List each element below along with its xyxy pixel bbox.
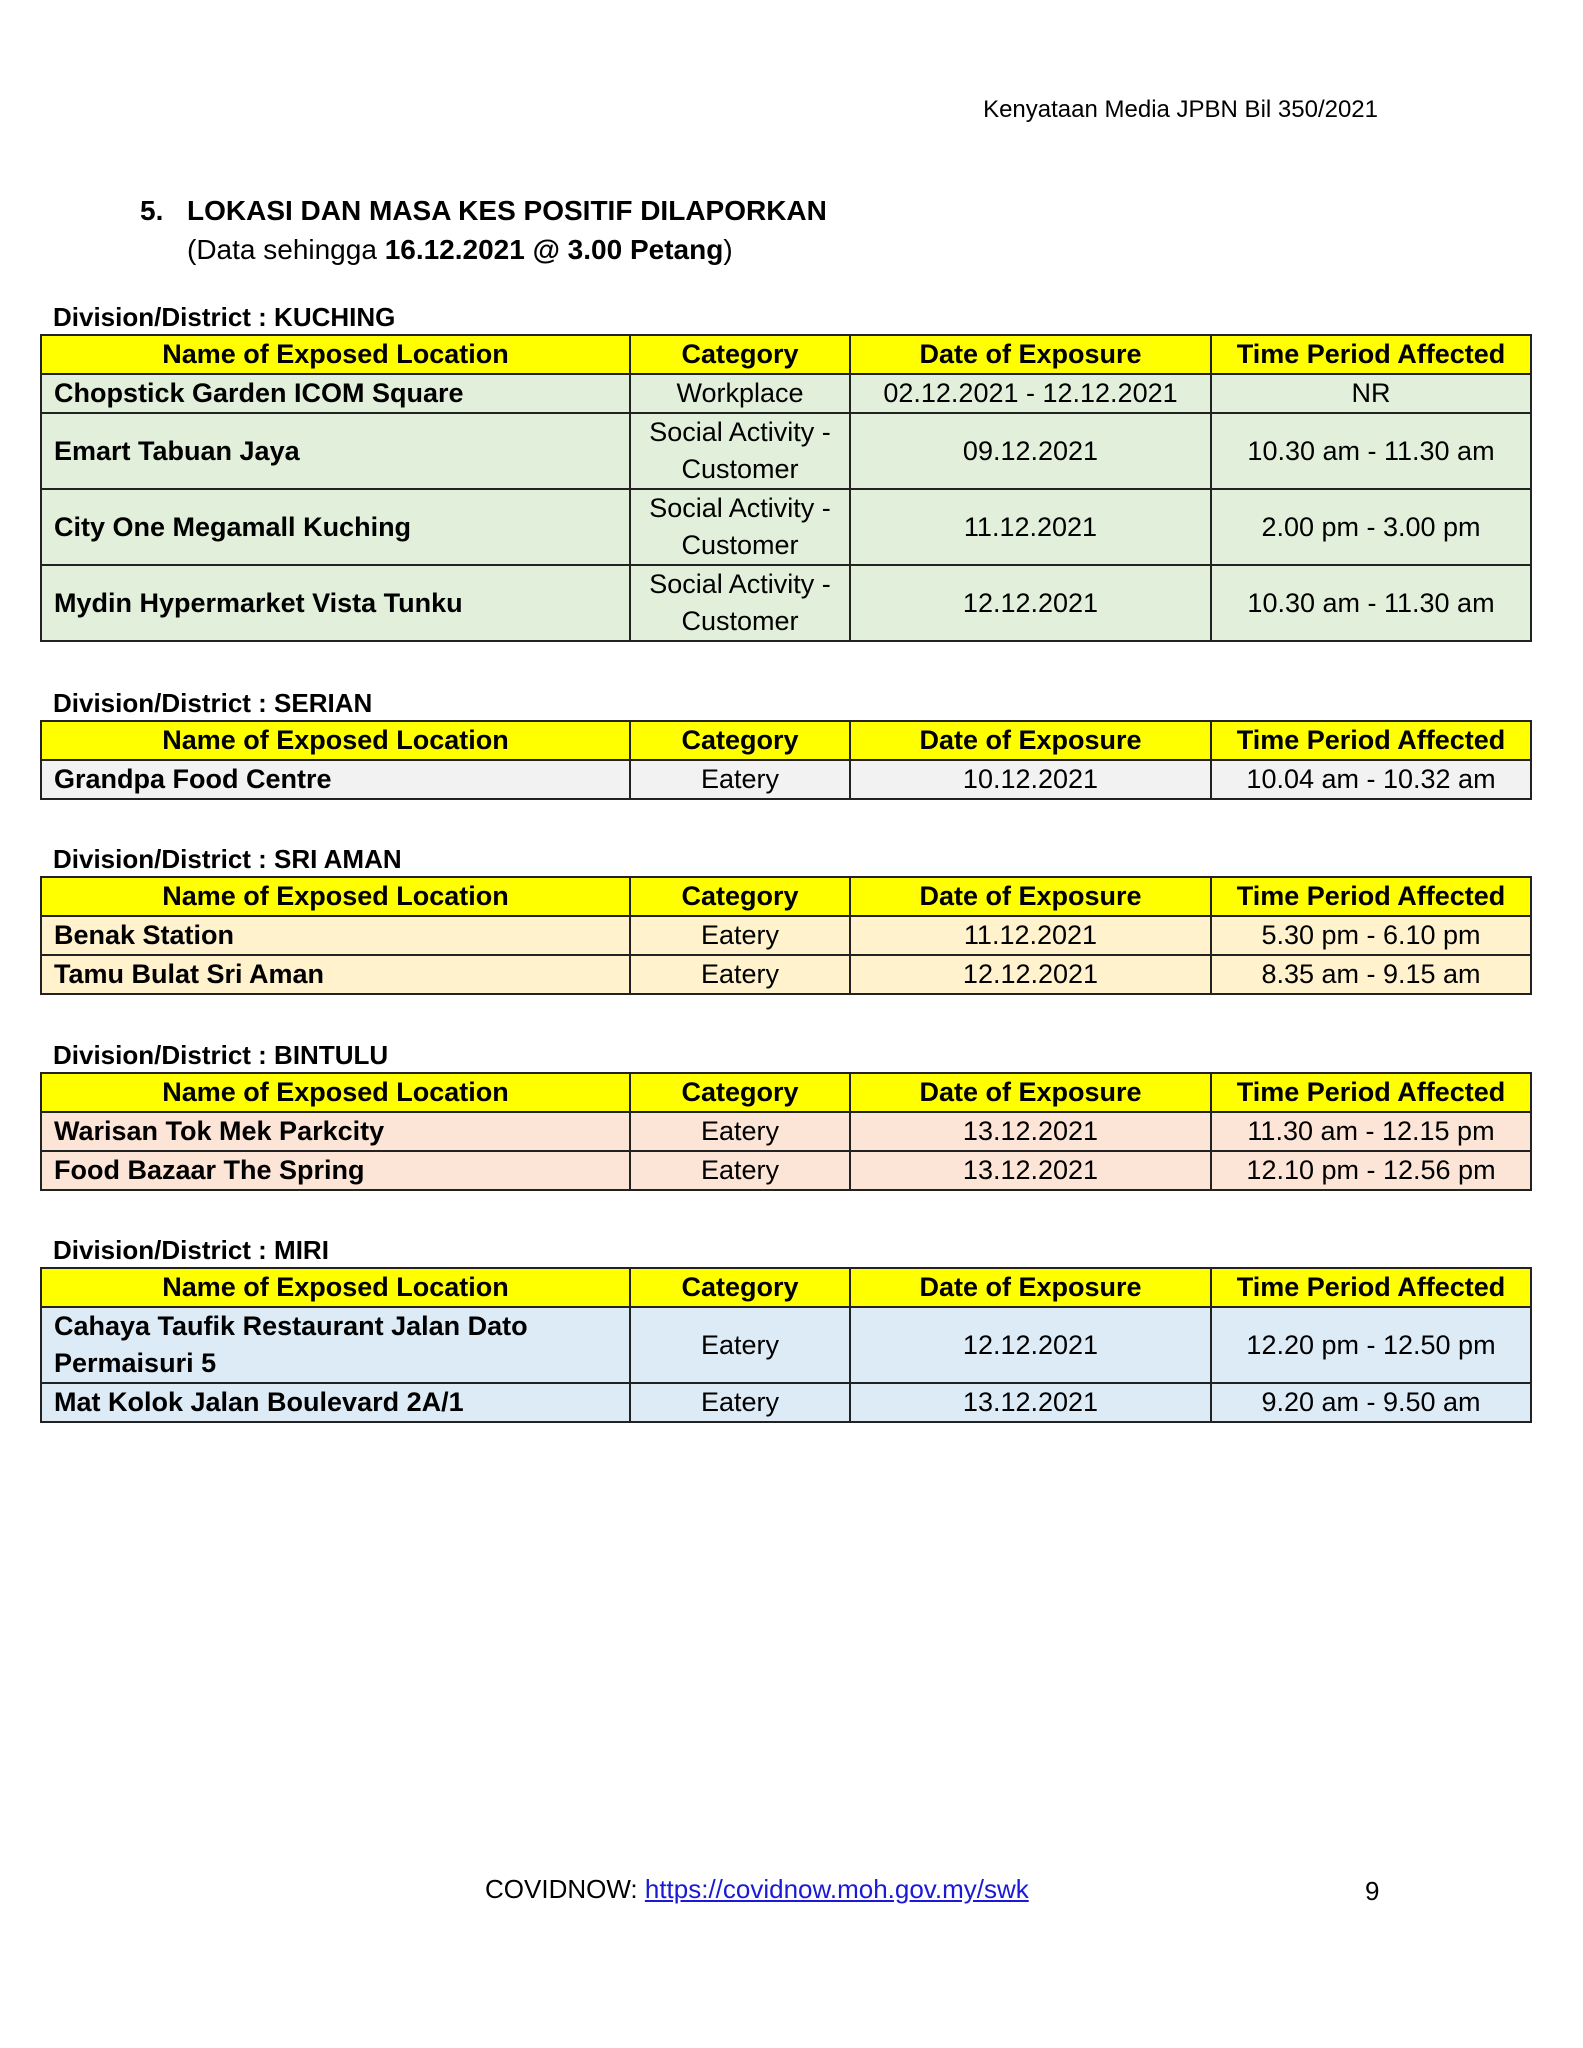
cell-category: Social Activity - Customer (630, 565, 850, 641)
cell-time: NR (1211, 374, 1531, 413)
cell-date: 11.12.2021 (850, 489, 1211, 565)
cell-time: 5.30 pm - 6.10 pm (1211, 916, 1531, 955)
header-location: Name of Exposed Location (41, 721, 630, 760)
table-row (41, 1383, 1531, 1422)
header-time: Time Period Affected (1211, 721, 1531, 760)
header-date: Date of Exposure (850, 1073, 1211, 1112)
cell-location: Warisan Tok Mek Parkcity (41, 1112, 630, 1151)
district-serian (40, 686, 1530, 800)
cell-category: Social Activity - Customer (630, 489, 850, 565)
header-date: Date of Exposure (850, 335, 1211, 374)
cell-time: 11.30 am - 12.15 pm (1211, 1112, 1531, 1151)
media-statement-reference: Kenyataan Media JPBN Bil 350/2021 (983, 96, 1378, 123)
header-time: Time Period Affected (1211, 1268, 1531, 1307)
district-bintulu (40, 1038, 1530, 1191)
table-header-row (41, 721, 1531, 760)
cell-date: 09.12.2021 (850, 413, 1211, 489)
cell-location: Grandpa Food Centre (41, 760, 630, 799)
district-sri-aman (40, 842, 1530, 995)
cell-location: Mydin Hypermarket Vista Tunku (41, 565, 630, 641)
district-label: Division/District : SRI AMAN (53, 844, 402, 874)
header-category: Category (630, 1268, 850, 1307)
cell-date: 12.12.2021 (850, 955, 1211, 994)
table-row (41, 565, 1531, 641)
footer-prefix: COVIDNOW: (485, 1874, 645, 1904)
district-label: Division/District : KUCHING (53, 302, 396, 332)
table-row (41, 760, 1531, 799)
district-miri (40, 1233, 1530, 1423)
district-kuching (40, 300, 1530, 642)
cell-category: Eatery (630, 760, 850, 799)
header-date: Date of Exposure (850, 1268, 1211, 1307)
cell-date: 13.12.2021 (850, 1151, 1211, 1190)
cell-category: Eatery (630, 1151, 850, 1190)
cell-category: Eatery (630, 1112, 850, 1151)
table-row (41, 916, 1531, 955)
cell-location: Cahaya Taufik Restaurant Jalan Dato Permaisuri 5 (41, 1307, 630, 1383)
cell-category: Workplace (630, 374, 850, 413)
covidnow-link[interactable]: https://covidnow.moh.gov.my/swk (644, 1874, 1029, 1904)
cell-date: 12.12.2021 (850, 1307, 1211, 1383)
subtitle-date: 16.12.2021 @ 3.00 Petang (384, 234, 724, 265)
table-header-row (41, 335, 1531, 374)
cell-location: Food Bazaar The Spring (41, 1151, 630, 1190)
page-number: 9 (1365, 1876, 1380, 1906)
section-heading (140, 195, 827, 227)
header-date: Date of Exposure (850, 721, 1211, 760)
cell-time: 10.30 am - 11.30 am (1211, 565, 1531, 641)
exposure-table (40, 1267, 1532, 1423)
header-category: Category (630, 335, 850, 374)
table-row (41, 374, 1531, 413)
section-title: LOKASI DAN MASA KES POSITIF DILAPORKAN (187, 195, 827, 226)
subtitle-suffix: ) (723, 234, 733, 265)
table-row (41, 1307, 1531, 1383)
section-number: 5. (140, 195, 164, 226)
header-category: Category (630, 877, 850, 916)
cell-time: 2.00 pm - 3.00 pm (1211, 489, 1531, 565)
cell-location: Mat Kolok Jalan Boulevard 2A/1 (41, 1383, 630, 1422)
subtitle-prefix: (Data sehingga (187, 234, 385, 265)
table-row (41, 1112, 1531, 1151)
district-label: Division/District : BINTULU (53, 1040, 389, 1070)
table-header-row (41, 1073, 1531, 1112)
header-category: Category (630, 1073, 850, 1112)
cell-location: Benak Station (41, 916, 630, 955)
cell-category: Eatery (630, 1383, 850, 1422)
cell-category: Eatery (630, 1307, 850, 1383)
cell-time: 8.35 am - 9.15 am (1211, 955, 1531, 994)
cell-date: 13.12.2021 (850, 1112, 1211, 1151)
cell-date: 12.12.2021 (850, 565, 1211, 641)
header-category: Category (630, 721, 850, 760)
cell-date: 13.12.2021 (850, 1383, 1211, 1422)
table-row (41, 413, 1531, 489)
cell-time: 12.20 pm - 12.50 pm (1211, 1307, 1531, 1383)
header-location: Name of Exposed Location (41, 335, 630, 374)
header-date: Date of Exposure (850, 877, 1211, 916)
header-time: Time Period Affected (1211, 335, 1531, 374)
header-location: Name of Exposed Location (41, 1268, 630, 1307)
exposure-table (40, 720, 1532, 800)
cell-location: Tamu Bulat Sri Aman (41, 955, 630, 994)
cell-location: Emart Tabuan Jaya (41, 413, 630, 489)
header-time: Time Period Affected (1211, 1073, 1531, 1112)
table-row (41, 1151, 1531, 1190)
section-subtitle (187, 234, 733, 266)
table-header-row (41, 1268, 1531, 1307)
cell-time: 9.20 am - 9.50 am (1211, 1383, 1531, 1422)
cell-location: Chopstick Garden ICOM Square (41, 374, 630, 413)
table-header-row (41, 877, 1531, 916)
footer (485, 1874, 1029, 1905)
cell-category: Social Activity - Customer (630, 413, 850, 489)
district-label: Division/District : MIRI (53, 1235, 329, 1265)
cell-date: 10.12.2021 (850, 760, 1211, 799)
header-time: Time Period Affected (1211, 877, 1531, 916)
exposure-table (40, 876, 1532, 995)
cell-date: 02.12.2021 - 12.12.2021 (850, 374, 1211, 413)
cell-location: City One Megamall Kuching (41, 489, 630, 565)
header-location: Name of Exposed Location (41, 1073, 630, 1112)
table-row (41, 955, 1531, 994)
cell-time: 10.04 am - 10.32 am (1211, 760, 1531, 799)
cell-time: 12.10 pm - 12.56 pm (1211, 1151, 1531, 1190)
cell-category: Eatery (630, 916, 850, 955)
cell-category: Eatery (630, 955, 850, 994)
exposure-table (40, 1072, 1532, 1191)
header-location: Name of Exposed Location (41, 877, 630, 916)
table-row (41, 489, 1531, 565)
cell-date: 11.12.2021 (850, 916, 1211, 955)
district-label: Division/District : SERIAN (53, 688, 373, 718)
exposure-table (40, 334, 1532, 642)
cell-time: 10.30 am - 11.30 am (1211, 413, 1531, 489)
